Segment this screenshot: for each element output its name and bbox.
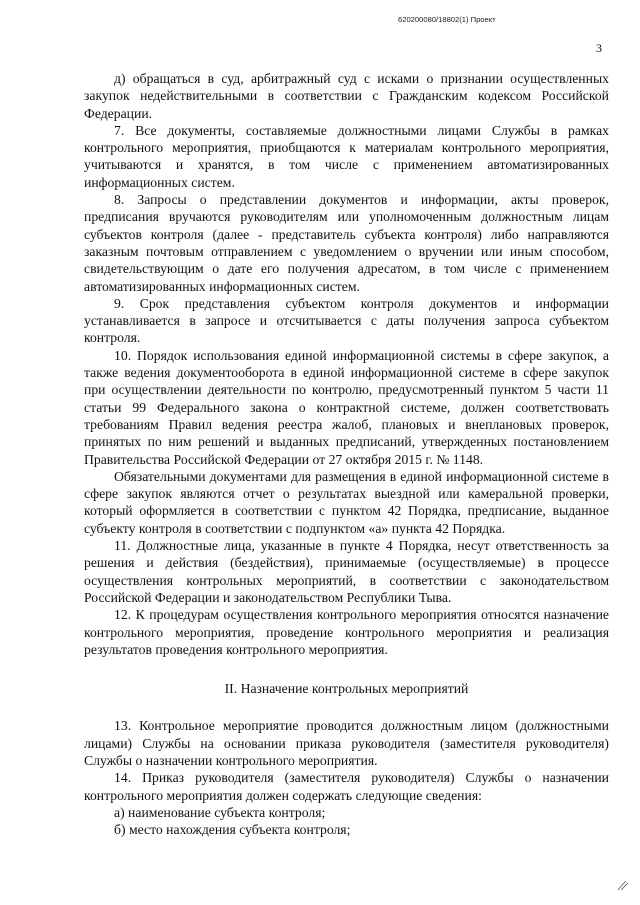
paragraph-14-item-b: б) место нахождения субъекта контроля; — [114, 822, 351, 838]
paragraph-subitem-d: д) обращаться в суд, арбитражный суд с исками о признании осуществленных закупок недействительными в соответствии с Гражданским кодексом Российской Федерации. — [84, 71, 609, 121]
document-body — [84, 70, 609, 838]
corner-pen-mark-icon — [616, 878, 630, 892]
paragraph-14-item-a: а) наименование субъекта контроля; — [114, 804, 326, 820]
paragraph-7: 7. Все документы, составляемые должностными лицами Службы в рамках контрольного мероприятия, приобщаются к материалам контрольного мероприятия, учитываются и хранятся, в том числе с применением автоматизированных информационных систем. — [84, 122, 609, 190]
paragraph-8: 8. Запросы о представлении документов и информации, акты проверок, предписания вручаются руководителям или уполномоченным должностным лицам субъектов контроля (далее - представитель субъекта контроля) либо направляются заказным почтовым отправлением с уведомлением о вручении или иным способом, свидетельствующим о дате его получения адресатом, в том числе с применением автоматизированных информационных систем. — [84, 192, 609, 294]
paragraph-11: 11. Должностные лица, указанные в пункте 4 Порядка, несут ответственность за решения и действия (бездействия), принимаемые (осуществляемые) в процессе осуществления контрольных мероприятий, в соответствии с законодательством Российской Федерации и законодательством Республики Тыва. — [84, 538, 609, 605]
paragraph-12: 12. К процедурам осуществления контрольного мероприятия относятся назначение контрольного мероприятия, проведение контрольного мероприятия и реализация результатов проведения контрольного мероприятия. — [84, 607, 609, 657]
paragraph-10: 10. Порядок использования единой информационной системы в сфере закупок, а также ведения документооборота в единой информационной системе в сфере закупок при осуществлении деятельности по контролю, предусмотренный пунктом 5 части 11 статьи 99 Федерального закона о контрактной системе, должен соответствовать требованиям Правил ведения реестра жалоб, плановых и внеплановых проверок, принятых по ним решений и выданных предписаний, утвержденных постановлением Правительства Российской Федерации от 27 октября 2015 г. № 1148. — [84, 347, 609, 467]
paragraph-14: 14. Приказ руководителя (заместителя руководителя) Службы о назначении контрольного мероприятия должен содержать следующие сведения: — [84, 770, 609, 803]
document-id: 620200080/18802(1) Проект — [398, 15, 496, 24]
paragraph-13: 13. Контрольное мероприятие проводится должностным лицом (должностными лицами) Службы на основании приказа руководителя (заместителя руководителя) Службы о назначении контрольного мероприятия. — [84, 718, 609, 768]
paragraph-10-continued: Обязательными документами для размещения в единой информационной системе в сфере закупок являются отчет о результатах выездной или камеральной проверки, который оформляется в соответствии с пунктом 42 Порядка, предписание, выданное субъекту контроля в соответствии с подпунктом «а» пункта 42 Порядка. — [84, 468, 609, 536]
section-heading: II. Назначение контрольных мероприятий — [224, 681, 469, 697]
page-number: 3 — [596, 41, 602, 55]
paragraph-9: 9. Срок представления субъектом контроля документов и информации устанавливается в запросе и отсчитывается с даты получения запроса субъектом контроля. — [84, 295, 609, 346]
